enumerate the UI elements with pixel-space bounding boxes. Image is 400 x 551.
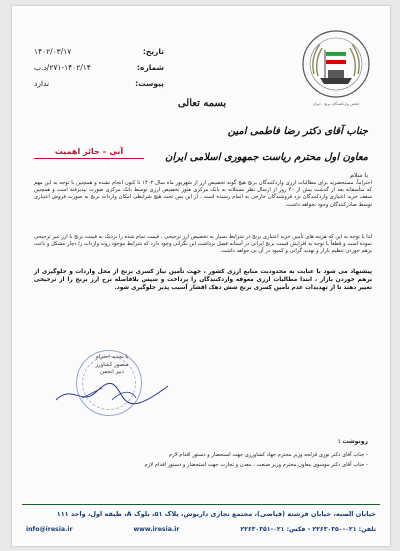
body-paragraph-2: لذا با توجه به این که هزینه های تأمین خرید اعتباری برنج در شرایط بسیار به تخصیص ارز ترجیحی ، قیمت تمام شده را نزدیک به قیمت برنج با ارز غیر ترجیحی نموده است و قطعاً با توجه به افزایش قیمت برنج ایرانی در آستانه فصل برداشت این نگرانی وجود دارد که شرایط موجود روند واردات را دچار مشکل و باعث برهم خوردن تنظیم بازار و تهدید گرانی و کمبود در آن بی خواهد داشت. — [34, 234, 372, 255]
number-value: ۲۷۱-۱۴۰۲/۱۴/د.ب — [34, 63, 91, 72]
letter-meta — [34, 44, 164, 92]
recipient-name: جناب آقای دکتر رضا فاطمی امین — [227, 126, 368, 137]
urgent-tag: آنی – حائز اهمیت — [34, 144, 144, 159]
body-paragraph-3: پیشنهاد می شود با عنایت به محدودیت منابع ارزی کشور ، جهت تأمین نیاز کسری برنج از محل واردات و جلوگیری از برهم خوردن بازار ، ابتدا مطالبات ارزی معوقه واردکنندگان را پرداخت و سپس بلافاصله نرخ ارز برنج را از ترجیحی تغییر دهند تا از تهدیدات عدم تأمین کسری برنج شش دهک اقشار آسیب پذیر جلوگیری شود. — [34, 269, 372, 292]
attachment-row — [34, 76, 164, 92]
handwritten-signature — [52, 378, 172, 408]
number-label: شماره: — [137, 63, 164, 72]
basmala-heading: بسمه تعالی — [177, 98, 227, 109]
date-label: تاریخ: — [142, 47, 164, 56]
copy-recipient-1: - جناب آقای دکتر نوری قزلجه وزیر محترم جهاد کشاورزی جهت استحضار و دستور اقدام لازم — [168, 452, 368, 458]
footer-contact — [26, 526, 376, 533]
closing-regards: با تجدید احترام — [95, 354, 129, 360]
attachment-value: ندارد — [34, 79, 50, 88]
recipient-title: معاون اول محترم ریاست جمهوری اسلامی ایران — [165, 152, 368, 163]
body-paragraph-1: احتراماً، مستحضرید برای مطالبات ارزی واردکنندگان برنج هیچ گونه تخصیص ارز از شهریور ماه سال ۱۴۰۲ تا کنون انجام نشده و همچنین با توجه به این مهم که متأسفانه بعد از گذشت بیش از ۴۰ روز از ارسال نظر مسئلانه به بانک مرکزی هنوز تخصیص ارزی توسط بانک مرکزی صورت نپذیرفته است و همچنین سقف خرید اعتباری واردکنندگان نزد فروشندگان خارجی به اتمام رسیده است ، از این پس تحت هیچ شرایطی امکان واردات برنج به صورت فروش اعتباری توسط صادرکنندگان وجود نخواهد داشت. — [34, 180, 372, 208]
signer-name: منصور کشاورز — [95, 361, 129, 368]
signer-title: دبیر انجمن — [100, 369, 124, 375]
letter-sheet — [12, 6, 390, 546]
date-row — [34, 44, 164, 60]
footer-address: خیابان الصبه، خیابان فرشته (فیاضی)، مجتمع تجاری داریوش، پلاک ۵۱، بلوک A، طبقه اول، واحد ۱۱۱ — [56, 510, 376, 518]
footer-email[interactable]: info@iresia.ir — [26, 526, 73, 533]
number-row — [34, 60, 164, 76]
logo-caption: انجمن واردکنندگان برنج - ایران — [312, 102, 360, 106]
footer-phone-fax: تلفن: ۰۲۱-۲۲۶۳۰۳۵۰ - فکس: ۰۲۱-۲۲۶۳۰۳۵۱ — [240, 526, 376, 533]
footer-divider — [22, 504, 380, 505]
copy-recipient-2: - جناب آقای دکتر موسوی معاون محترم وزیر صنعت ، معدن و تجارت جهت استحضار و دستور اقدام لازم — [144, 462, 368, 468]
association-logo — [300, 28, 372, 100]
attachment-label: پیوست: — [135, 79, 164, 88]
greeting: با سلام — [350, 172, 368, 179]
footer-website[interactable]: www.iresia.ir — [133, 526, 180, 533]
letter-footer — [12, 504, 390, 546]
copies-title: رونوشت : — [338, 438, 368, 445]
date-value: ۱۴۰۲/۰۳/۱۷ — [34, 47, 72, 56]
